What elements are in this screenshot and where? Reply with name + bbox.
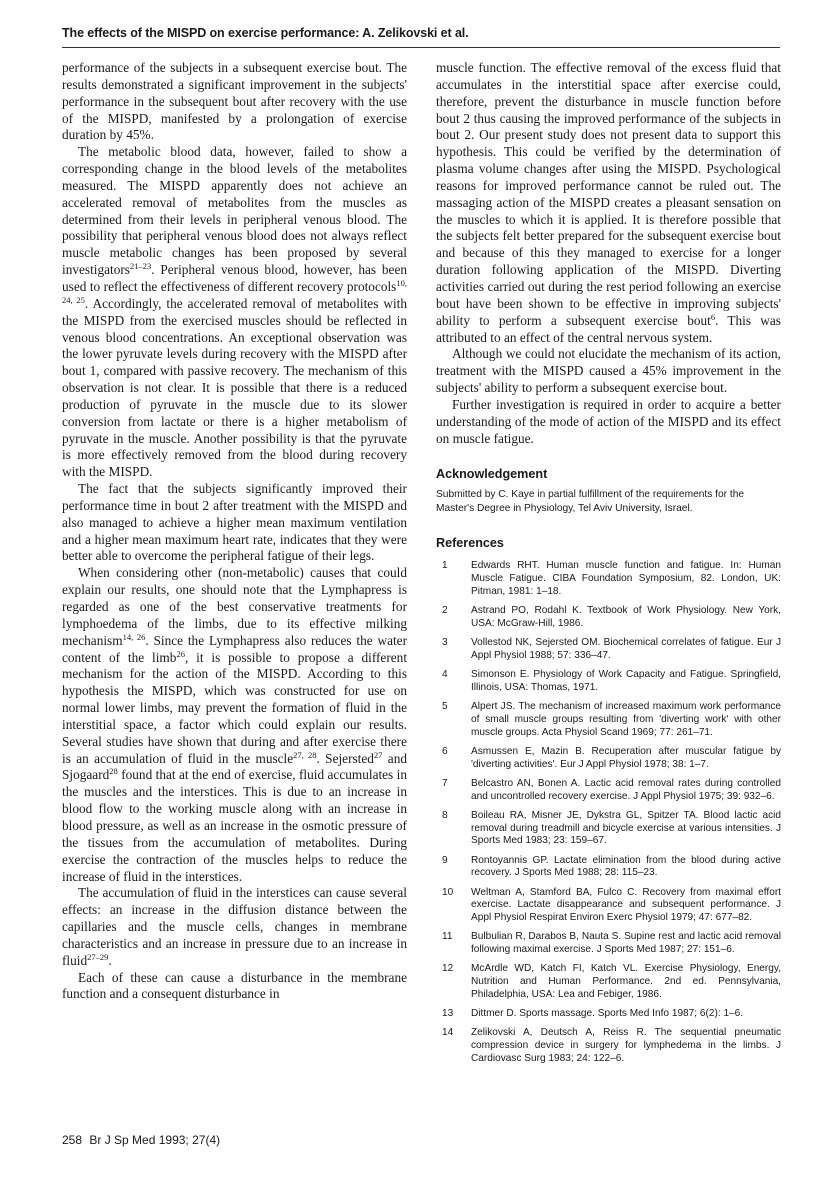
reference-text: Asmussen E, Mazin B. Recuperation after muscular fatigue by 'diverting activities'. Eur J Appl Physiol 1978; 38: 1–7.: [471, 745, 781, 770]
paragraph: When considering other (non-metabolic) causes that could explain our results, one should note that the Lymphapress is regarded as one of the best conservative treatments for lymphoedema of the limbs, due to its effective milking mechanism$^{14, 26}$. Since the Lymphapress also reduces the water content of the limb$^{26}$, it is possible to propose a different mechanism for the action of the MISPD. According to this hypothesis the MISPD, which was constructed for use on normal lower limbs, may prevent the formation of fluid in the interstitial space, a factor which could explain our results. Several studies have shown that during and after exercise there is an accumulation of fluid in the muscle$^{27, 28}$. Sejersted$^{27}$ and Sjogaard$^{28}$ found that at the end of exercise, fluid accumulates in the muscles and the interstices. This is due to an increase in blood flow to the working muscle along with an increase in blood pressure, as well as an increase in the osmotic pressure of the tissues from the accumulation of metabolites. During exercise the contraction of the muscles helps to reduce the increase of fluid in the interstices.: [62, 565, 408, 884]
reference-number: 12: [442, 963, 454, 975]
reference-item: [436, 778, 781, 804]
citation: 21–23: [129, 261, 152, 272]
reference-number: 10: [442, 886, 454, 898]
journal-citation: Br J Sp Med 1993; 27(4): [89, 1133, 221, 1147]
reference-text: Rontoyannis GP. Lactate elimination from the blood during active recovery. J Sports Med 1988; 28: 115–23.: [471, 854, 781, 879]
reference-text: Belcastro AN, Bonen A. Lactic acid removal rates during controlled and uncontrolled recovery exercise. J Appl Physiol 1975; 39: 932–6.: [471, 777, 781, 802]
acknowledgement-heading: Acknowledgement: [436, 467, 548, 482]
left-column: [62, 60, 407, 1003]
citation: 14, 26: [122, 631, 146, 642]
reference-number: 2: [442, 604, 448, 616]
reference-text: Zelikovski A, Deutsch A, Reiss R. The sequential pneumatic compression device in surgery for lymphedema in the limbs. J Cardiovasc Surg 1983; 24: 122–6.: [471, 1027, 781, 1065]
reference-number: 13: [442, 1008, 454, 1020]
reference-item: [436, 560, 781, 599]
references-heading: References: [436, 535, 504, 550]
citation: 27–29: [87, 951, 109, 962]
reference-text: Bulbulian R, Darabos B, Nauta S. Supine rest and lactic acid removal following maximal exercise. J Sports Med 1987; 27: 151–6.: [471, 931, 781, 956]
reference-number: 5: [442, 700, 448, 712]
reference-number: 7: [442, 777, 448, 789]
reference-item: [436, 1008, 781, 1021]
paragraph: Each of these can cause a disturbance in the membrane function and a consequent disturbance in: [62, 969, 407, 1002]
paragraph: Although we could not elucidate the mechanism of its action, treatment with the MISPD caused a 45% improvement in the subjects' ability to perform a subsequent exercise bout.: [436, 346, 781, 396]
right-column: [436, 60, 781, 1072]
running-header: The effects of the MISPD on exercise performance: A. Zelikovski et al.: [62, 26, 469, 40]
reference-item: [436, 669, 781, 695]
citation: 27, 28: [293, 749, 317, 760]
reference-text: Vollestod NK, Sejersted OM. Biochemical correlates of fatigue. Eur J Appl Physiol 1988; 57: 336–47.: [471, 636, 781, 661]
paragraph: The metabolic blood data, however, failed to show a corresponding change in the blood levels of the metabolites measured. The MISPD apparently does not achieve an accelerated removal of metabolites from the muscles as determined from their levels in peripheral venous blood. The possibility that peripheral venous blood does not always reflect muscle metabolic changes has been proposed by several investigators$^{21-23}$. Peripheral venous blood, however, has been used to reflect the effectiveness of different recovery protocols$^{10, 24, 25}$. Accordingly, the accelerated removal of metabolites with the MISPD from the exercised muscles should be reflected in venous blood concentrations. An exceptional observation was the lower pyruvate levels during recovery with the MISPD after bout 1, compared with passive recovery. The mechanism of this observation is not clear. It is possible that there is a reduced production of pyruvate in the muscle due to its slower conversion from lactate or there is a higher metabolism of pyruvate in the muscle. Another possibility is that the pyruvate is more effectively removed from the blood during recovery with the MISPD.: [62, 144, 407, 480]
citation: 27: [373, 749, 383, 760]
reference-number: 11: [442, 931, 453, 943]
reference-text: Simonson E. Physiology of Work Capacity and Fatigue. Springfield, Illinois, USA: Thomas, 1971.: [471, 668, 781, 693]
reference-text: Astrand PO, Rodahl K. Textbook of Work Physiology. New York, USA: McGraw-Hill, 1986.: [471, 604, 781, 629]
reference-item: [436, 963, 781, 1002]
citation: 26: [176, 648, 185, 659]
reference-item: [436, 931, 781, 957]
reference-text: Boileau RA, Misner JE, Dykstra GL, Spitzer TA. Blood lactic acid removal during treadmill and bicycle exercise at various intensities. J Sports Med 1983; 23: 159–67.: [471, 809, 781, 847]
reference-item: [436, 605, 781, 631]
reference-text: Edwards RHT. Human muscle function and fatigue. In: Human Muscle Fatigue. CIBA Foundation Symposium, 82. London, UK: Pitman, 1981: 1–18.: [471, 559, 781, 597]
reference-item: [436, 887, 781, 926]
reference-item: [436, 810, 781, 849]
reference-text: Alpert JS. The mechanism of increased maximum work performance of small muscle groups resulting from 'diverting work' with other muscle groups. Acta Physiol Scand 1969; 77: 261–71.: [471, 700, 781, 738]
header-rule: [62, 47, 780, 48]
reference-text: McArdle WD, Katch FI, Katch VL. Exercise Physiology, Energy, Nutrition and Human Performance. 2nd ed. Pennsylvania, Philadelphia, USA: Lea and Febiger, 1986.: [471, 963, 781, 1001]
reference-number: 14: [442, 1027, 454, 1039]
reference-number: 9: [442, 854, 448, 866]
reference-number: 1: [442, 559, 448, 571]
paragraph: performance of the subjects in a subsequent exercise bout. The results demonstrated a significant improvement in the subjects' performance in the subsequent bout after recovery with the use of the MISPD, manifested by a prolongation of exercise duration by 45%.: [62, 60, 407, 143]
reference-item: [436, 855, 781, 881]
reference-item: [436, 701, 781, 740]
reference-item: [436, 637, 781, 663]
reference-text: Dittmer D. Sports massage. Sports Med Info 1987; 6(2): 1–6.: [471, 1008, 744, 1020]
citation: 10, 24, 25: [62, 277, 407, 305]
reference-number: 8: [442, 809, 448, 821]
paragraph: The accumulation of fluid in the interstices can cause several effects: an increase in the diffusion distance between the capillaries and the muscle cells, changes in membrane characteristics and an increase in pressure due to an increase in fluid$^{27-29}$.: [62, 885, 407, 968]
reference-number: 3: [442, 636, 448, 648]
citation: 6: [710, 311, 716, 322]
reference-list: [436, 560, 781, 1066]
reference-number: 6: [442, 745, 448, 757]
paragraph: muscle function. The effective removal of the excess fluid that accumulates in the interstitial space after exercise could, therefore, prevent the disturbance in muscle function before bout 2 thus causing the improved performance of the subjects in bout 2. Our present study does not present data to support this hypothesis. This could be verified by the determination of plasma volume changes after using the MISPD. Psychological reasons for improved performance cannot be ruled out. The massaging action of the MISPD creates a pleasant sensation on the muscles to which it is applied. It is therefore possible that the subjects felt better prepared for the subsequent exercise bout and because of this they managed to exercise for a longer duration following application of the MISPD. Diverting activities carried out during the rest period following an exercise bout have been shown to be effective in improving subjects' ability to perform a subsequent exercise bout$^6$. This was attributed to an effect of the central nervous system.: [436, 60, 781, 345]
reference-text: Weltman A, Stamford BA, Fulco C. Recovery from maximal effort exercise. Lactate disappearance and subsequent performance. J Appl Physiol Respirat Environ Exerc Physiol 1979; 47: 677–82.: [471, 886, 781, 924]
paragraph: The fact that the subjects significantly improved their performance time in bout 2 after treatment with the MISPD and also managed to achieve a higher mean maximum ventilation and a higher mean maximum heart rate, indicates that they were better able to overcome the peripheral fatigue of their legs.: [62, 481, 407, 564]
citation: 28: [109, 766, 118, 777]
reference-item: [436, 1027, 781, 1066]
reference-number: 4: [442, 668, 448, 680]
page-number: 258: [62, 1133, 83, 1147]
page-footer: [62, 1133, 220, 1147]
acknowledgement-text: Submitted by C. Kaye in partial fulfillment of the requirements for the Master's Degree in Physiology, Tel Aviv University, Israel.: [436, 489, 745, 514]
reference-item: [436, 746, 781, 772]
paragraph: Further investigation is required in order to acquire a better understanding of the mode of action of the MISPD and its effect on muscle fatigue.: [436, 396, 781, 446]
